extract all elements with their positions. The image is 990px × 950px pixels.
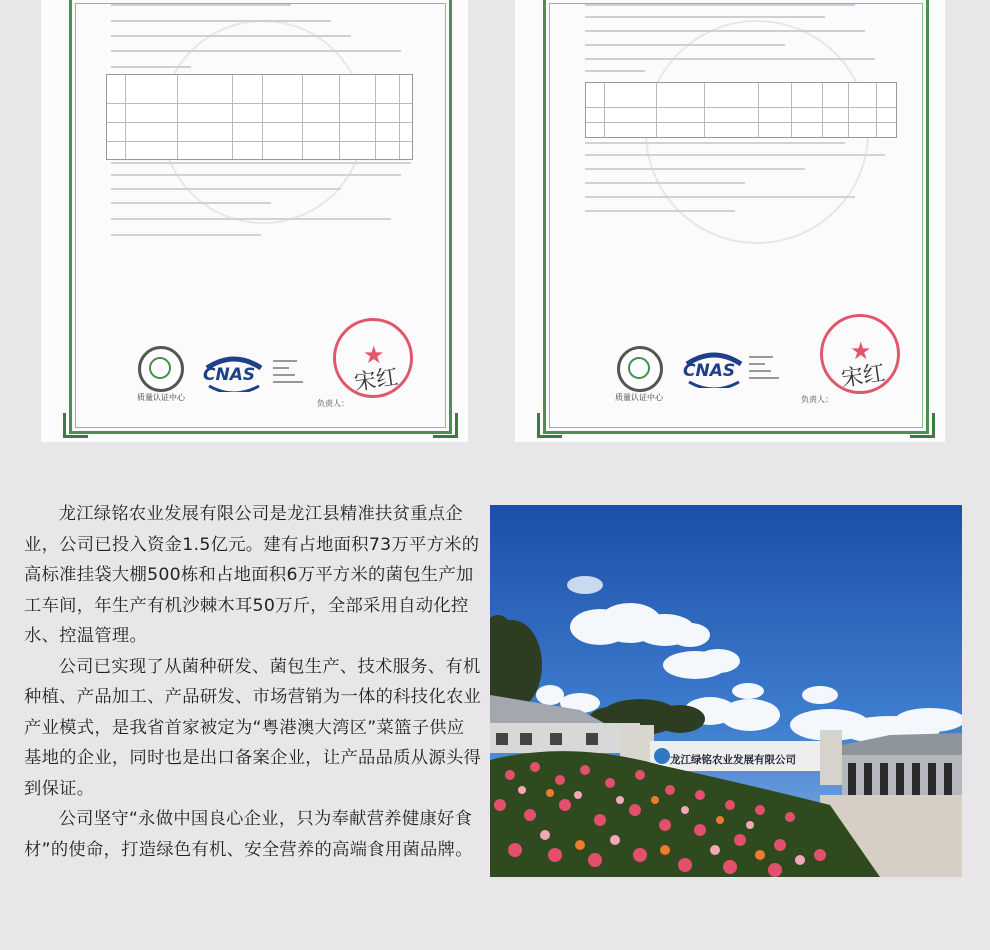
- certificate-table: [585, 82, 897, 138]
- certificate-table: [106, 74, 413, 160]
- cnas-fineprint: [749, 356, 779, 379]
- frame-corner-ornament: [537, 413, 562, 438]
- cnas-logo: [683, 352, 745, 388]
- signature: 宋红: [352, 365, 400, 396]
- gate-sign-text: 龙江绿铭农业发展有限公司: [670, 754, 796, 766]
- star-icon: ★: [363, 341, 385, 369]
- cnas-logo: [203, 356, 265, 392]
- company-gate-photo: [490, 505, 962, 877]
- intro-paragraph: 公司已实现了从菌种研发、菌包生产、技术服务、有机种植、产品加工、产品研发、市场营销为一体的科技化农业产业模式，是我省首家被定为“粤港澳大湾区”菜篮子供应基地的企业，同时也是出口备案企业，让产品品质从源头得到保证。: [24, 656, 482, 799]
- logo-caption: 质量认证中心: [137, 393, 185, 402]
- star-icon: ★: [850, 337, 872, 365]
- company-introduction: [24, 499, 482, 865]
- signature: 宋红: [839, 361, 887, 392]
- intro-paragraph: 公司坚守“永做中国良心企业，只为奉献营养健康好食材”的使命，打造绿色有机、安全营养的高端食用菌品牌。: [24, 809, 473, 860]
- cnas-label: CNAS: [203, 365, 256, 385]
- intro-paragraph: 龙江绿铭农业发展有限公司是龙江县精准扶贫重点企业，公司已投入资金1.5亿元。建有占地面积73万平方米的高标准挂袋大棚500栋和占地面积6万平方米的菌包生产加工车间，年生产有机沙棘木耳50万斤，全部采用自动化控水、控温管理。: [24, 504, 480, 646]
- frame-corner-ornament: [433, 413, 458, 438]
- seal-tag: 负责人：: [317, 399, 349, 408]
- frame-corner-ornament: [63, 413, 88, 438]
- certificate-left: [41, 0, 468, 442]
- certification-logo-icon: [617, 346, 663, 392]
- cnas-fineprint: [273, 360, 303, 383]
- official-seal: [333, 318, 413, 398]
- official-seal: [820, 314, 900, 394]
- certificate-right: [515, 0, 945, 442]
- logo-caption: 质量认证中心: [615, 393, 663, 402]
- cnas-label: CNAS: [683, 361, 736, 381]
- certification-logo-icon: [138, 346, 184, 392]
- seal-tag: 负责人：: [801, 395, 833, 404]
- certificate-text-lines: [111, 0, 428, 2]
- frame-corner-ornament: [910, 413, 935, 438]
